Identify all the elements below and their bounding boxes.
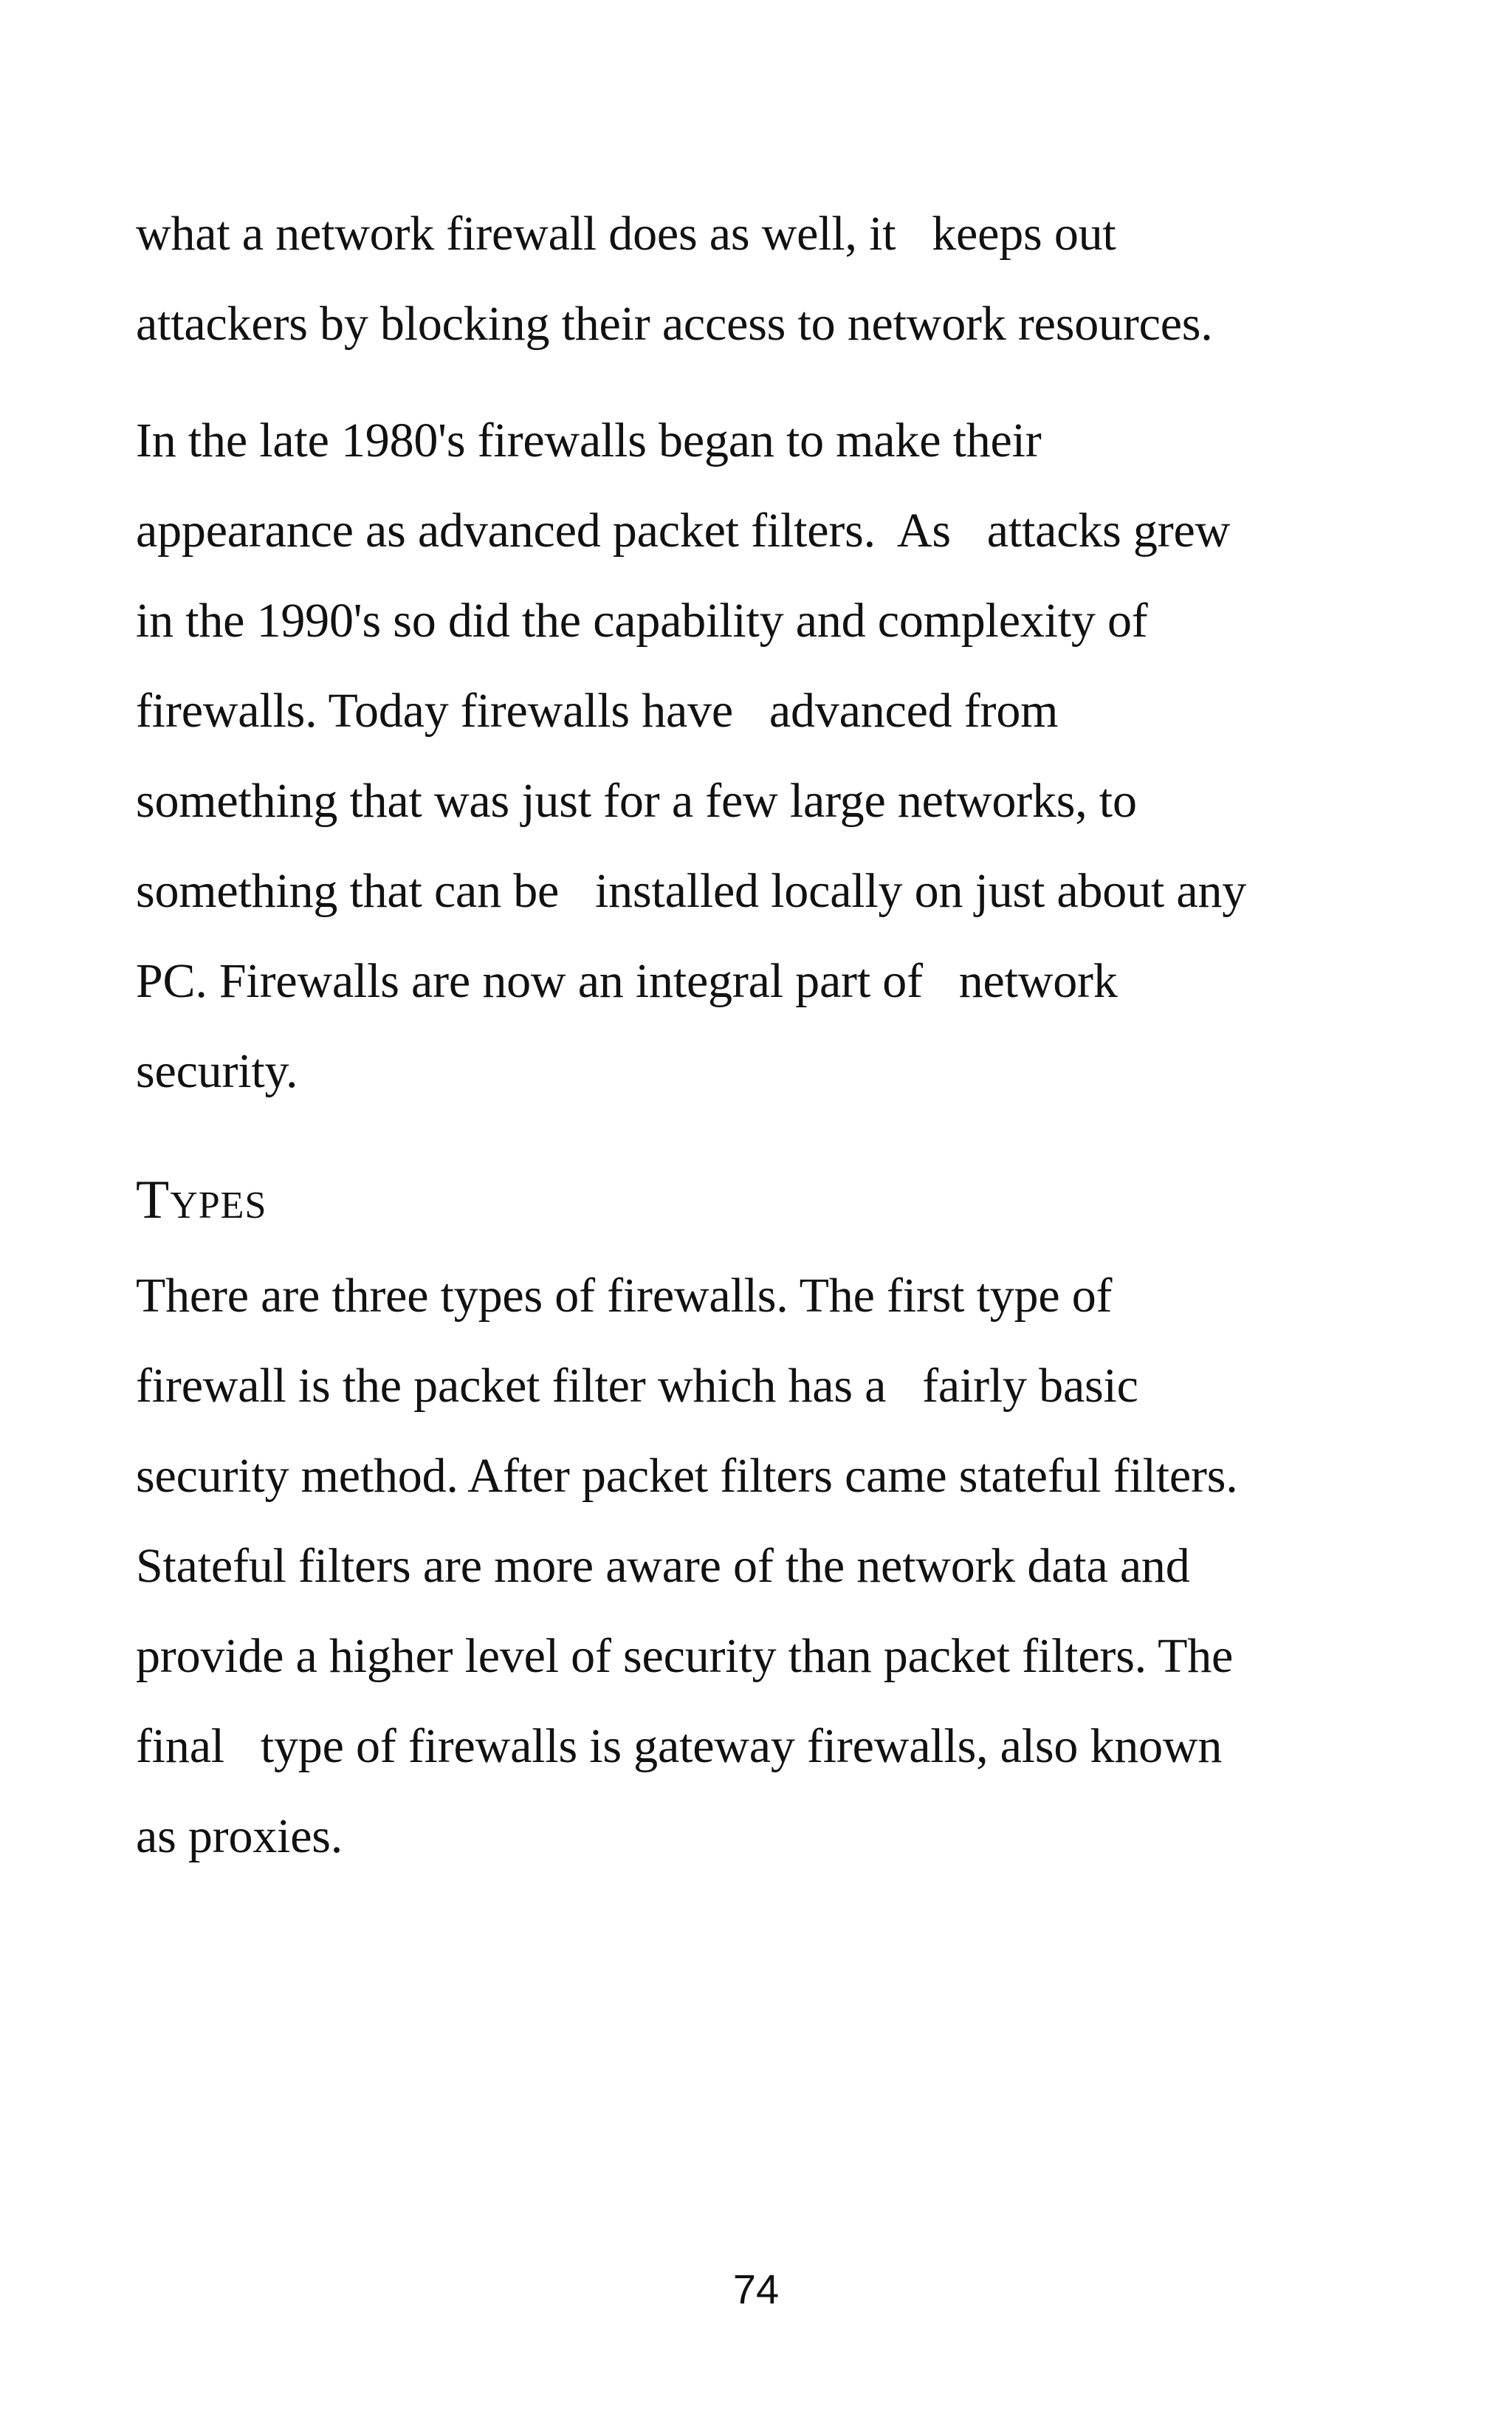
section-heading: Types [136,1170,267,1230]
paragraph-2 [136,396,1391,1117]
text-line: attackers by blocking their access to network resources. [136,297,1213,351]
page-number: 74 [732,2266,780,2312]
text-line: Stateful filters are more aware of the network data and [136,1539,1190,1593]
text-line: something that was just for a few large networks, to [136,774,1137,828]
text-line: firewall is the packet filter which has a fairly basic [136,1359,1138,1413]
text-line: as proxies. [136,1809,343,1863]
text-line: what a network firewall does as well, it keeps out [136,207,1116,261]
heading-spacer [136,1117,1391,1155]
text-line: security method. After packet filters came stateful filters. [136,1449,1238,1503]
text-line: final type of firewalls is gateway firewalls, also known [136,1719,1223,1773]
text-line: provide a higher level of security than packet filters. The [136,1629,1234,1683]
text-line: security. [136,1044,298,1098]
text-line: There are three types of firewalls. The first type of [136,1269,1113,1323]
text-line: firewalls. Today firewalls have advanced from [136,684,1059,738]
text-line: In the late 1980's firewalls began to make their [136,414,1042,467]
paragraph-1 [136,189,1391,369]
text-line: appearance as advanced packet filters. As attacks grew [136,504,1231,558]
page-content [136,189,1391,1882]
text-line: in the 1990's so did the capability and complexity of [136,594,1148,648]
text-line: PC. Firewalls are now an integral part of network [136,954,1118,1008]
paragraph-spacer [136,369,1391,396]
text-line: something that can be installed locally on just about any [136,864,1247,918]
paragraph-3 [136,1251,1391,1882]
